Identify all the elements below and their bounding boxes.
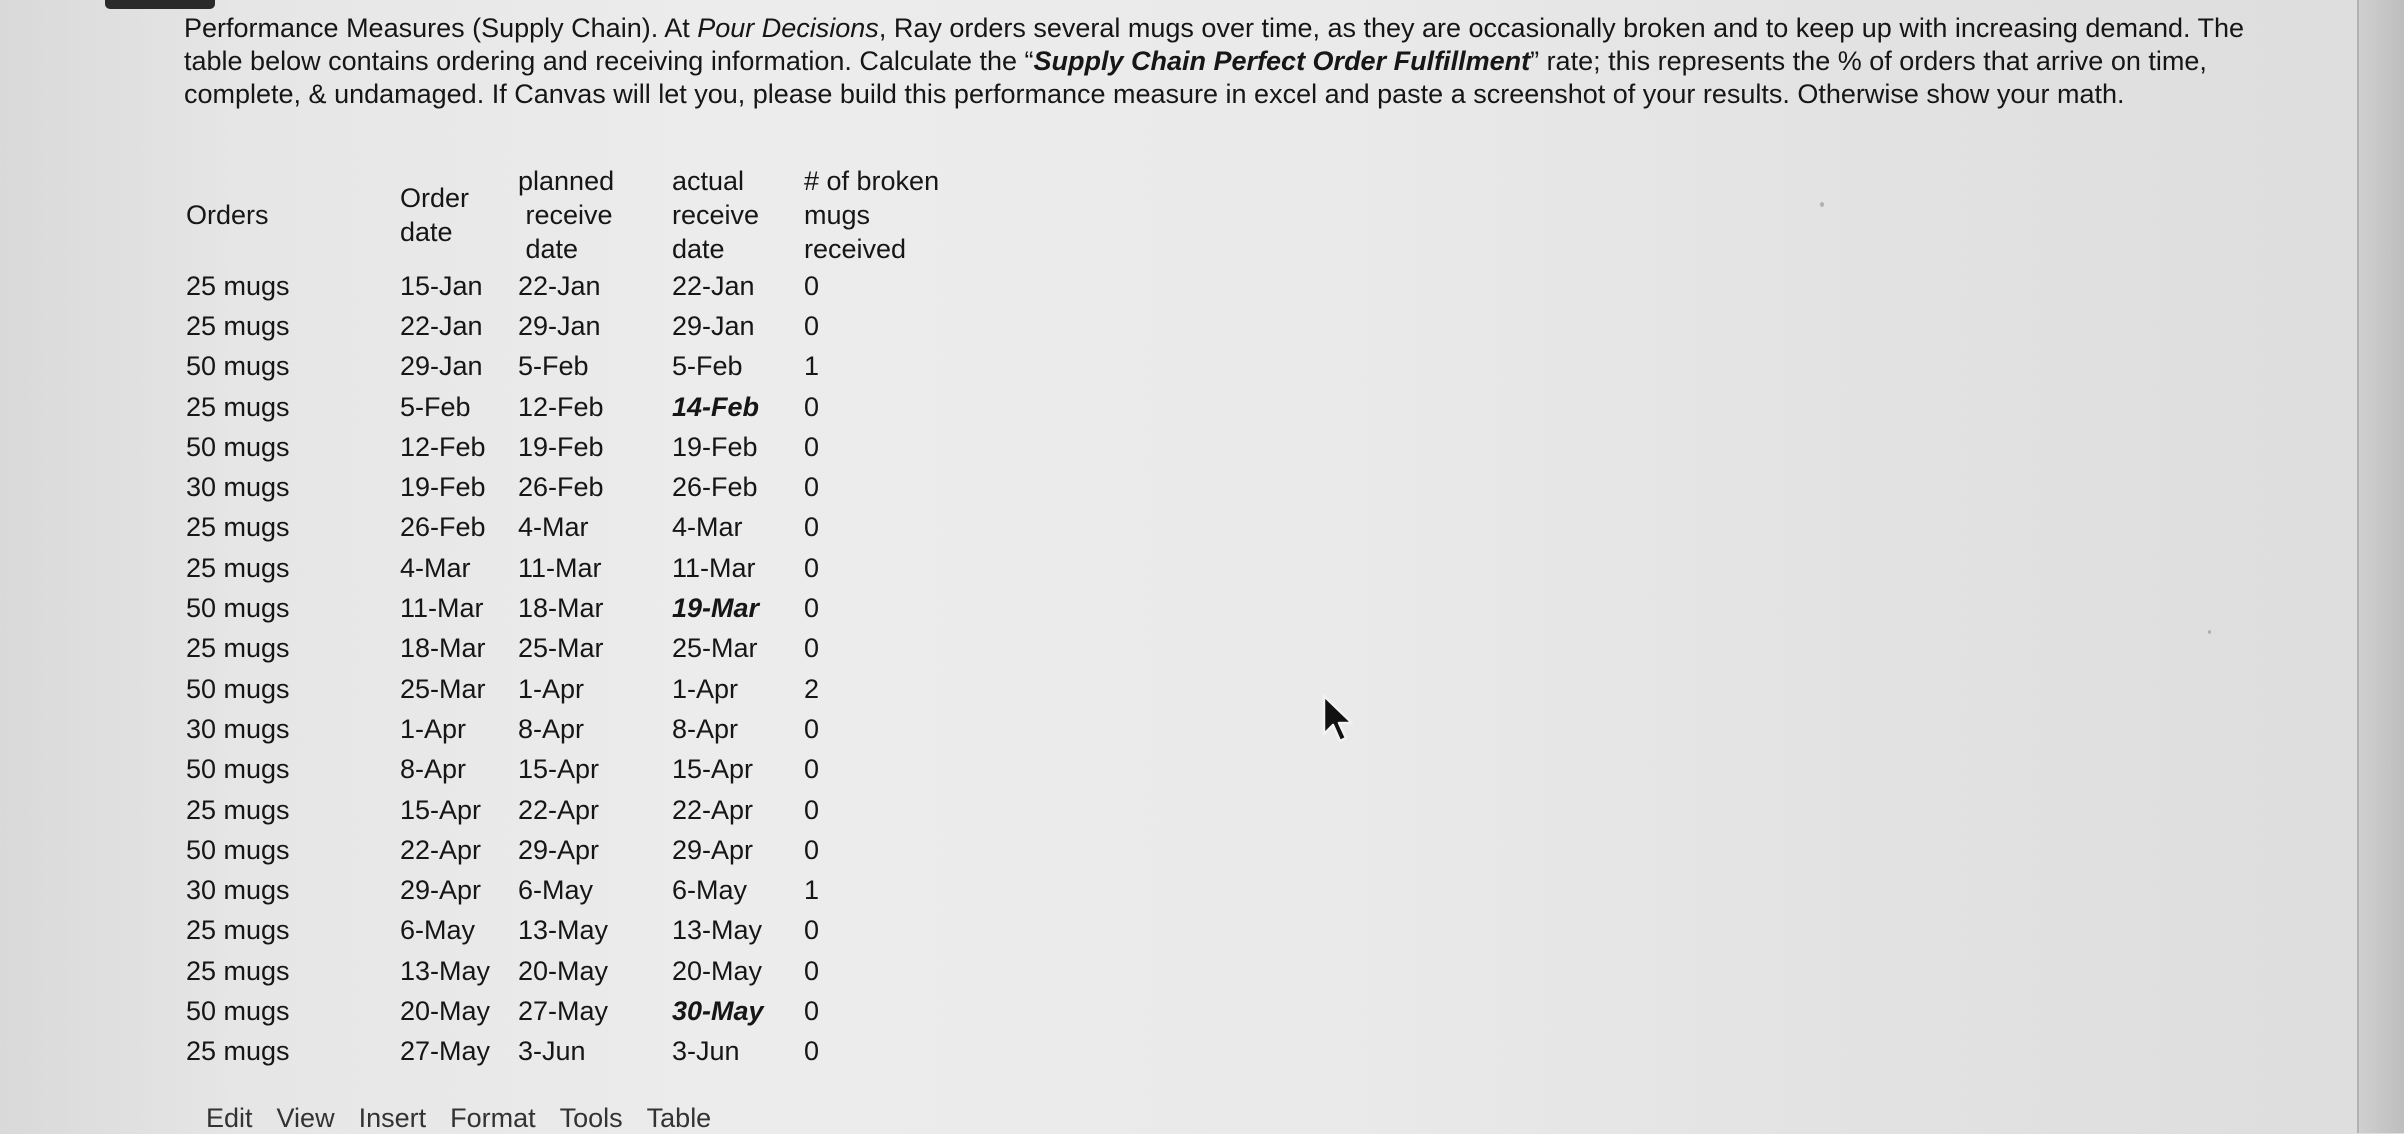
cell-order-date: 4-Mar (400, 552, 471, 583)
cell-planned-receive-date: 15-Apr (518, 754, 600, 785)
cell-order-date: 8-Apr (400, 754, 467, 785)
cell-broken-mugs: 0 (804, 1036, 820, 1067)
header-actual-receive-date: actual receive date (672, 166, 760, 264)
cell-broken-mugs: 0 (804, 995, 820, 1026)
cell-broken-mugs: 0 (804, 794, 820, 825)
cell-broken-mugs: 0 (804, 593, 820, 624)
cell-planned-receive-date: 11-Mar (518, 552, 602, 583)
cell-orders: 25 mugs (186, 633, 290, 664)
cell-broken-mugs: 0 (804, 310, 820, 341)
cell-orders: 25 mugs (186, 794, 290, 825)
cell-orders: 25 mugs (186, 310, 290, 341)
cell-order-date: 5-Feb (400, 391, 471, 422)
cell-orders: 25 mugs (186, 955, 290, 986)
cell-order-date: 1-Apr (400, 713, 467, 744)
cell-broken-mugs: 2 (804, 673, 820, 704)
cell-actual-receive-date: 3-Jun (672, 1036, 740, 1067)
cell-order-date: 29-Jan (400, 351, 483, 382)
menu-view[interactable]: View (276, 1103, 335, 1133)
cell-actual-receive-date: 11-Mar (672, 552, 756, 583)
cell-actual-receive-date: 15-Apr (672, 754, 754, 785)
cell-planned-receive-date: 27-May (518, 995, 609, 1026)
header-orders: Orders (186, 200, 269, 230)
cell-planned-receive-date: 19-Feb (518, 431, 604, 462)
cell-planned-receive-date: 8-Apr (518, 713, 585, 744)
table-row (186, 306, 964, 346)
table-row (186, 387, 964, 427)
cell-planned-receive-date: 3-Jun (518, 1036, 586, 1067)
cell-broken-mugs: 0 (804, 955, 820, 986)
cell-orders: 50 mugs (186, 431, 290, 462)
table-row (186, 508, 964, 548)
cell-actual-receive-date: 6-May (672, 875, 748, 906)
cell-orders: 25 mugs (186, 552, 290, 583)
cell-planned-receive-date: 1-Apr (518, 673, 585, 704)
dust-speck (1820, 202, 1824, 207)
cell-planned-receive-date: 6-May (518, 875, 594, 906)
cell-actual-receive-date: 22-Apr (672, 794, 754, 825)
table-header-row (186, 164, 964, 266)
cell-order-date: 29-Apr (400, 875, 482, 906)
table-row (186, 830, 964, 870)
table-row (186, 911, 964, 951)
cell-order-date: 22-Jan (400, 310, 483, 341)
cell-planned-receive-date: 5-Feb (518, 351, 589, 382)
question-part-1: Performance Measures (Supply Chain). At (184, 13, 698, 43)
cell-order-date: 27-May (400, 1036, 491, 1067)
cell-order-date: 6-May (400, 915, 476, 946)
cell-actual-receive-date: 1-Apr (672, 673, 739, 704)
cell-planned-receive-date: 18-Mar (518, 593, 604, 624)
table-row (186, 629, 964, 669)
cell-broken-mugs: 0 (804, 472, 820, 503)
cell-order-date: 18-Mar (400, 633, 486, 664)
table-row (186, 467, 964, 507)
cell-actual-receive-date: 20-May (672, 955, 763, 986)
cell-broken-mugs: 0 (804, 270, 820, 301)
cell-orders: 25 mugs (186, 915, 290, 946)
screen-edge (2357, 0, 2404, 1133)
cell-order-date: 15-Apr (400, 794, 482, 825)
dust-speck (2208, 630, 2211, 634)
cell-broken-mugs: 1 (804, 875, 820, 906)
top-bezel-fragment (105, 0, 215, 9)
cell-broken-mugs: 0 (804, 633, 820, 664)
menu-insert[interactable]: Insert (358, 1103, 427, 1133)
cell-broken-mugs: 0 (804, 391, 820, 422)
table-row (186, 870, 964, 910)
cell-actual-receive-date: 29-Jan (672, 310, 755, 341)
cell-order-date: 25-Mar (400, 673, 486, 704)
cell-order-date: 11-Mar (400, 593, 484, 624)
header-broken-mugs: # of broken mugs received (804, 166, 940, 264)
question-text (184, 12, 2294, 111)
cell-orders: 25 mugs (186, 1036, 290, 1067)
cell-orders: 25 mugs (186, 512, 290, 543)
table-row (186, 951, 964, 991)
cell-order-date: 19-Feb (400, 472, 486, 503)
cell-planned-receive-date: 13-May (518, 915, 609, 946)
cell-broken-mugs: 0 (804, 834, 820, 865)
table-row (186, 790, 964, 830)
cell-actual-receive-date: 29-Apr (672, 834, 754, 865)
cell-order-date: 13-May (400, 955, 491, 986)
cell-actual-receive-date: 8-Apr (672, 713, 739, 744)
cell-broken-mugs: 0 (804, 552, 820, 583)
cell-broken-mugs: 0 (804, 754, 820, 785)
table-row (186, 1032, 964, 1072)
cell-orders: 50 mugs (186, 673, 290, 704)
table-row (186, 347, 964, 387)
cell-planned-receive-date: 26-Feb (518, 472, 604, 503)
cell-planned-receive-date: 22-Jan (518, 270, 601, 301)
question-part-2: , Ray orders several mugs over time, as they are occasionally broken and to keep up with increasing demand. The table below contains ordering and receiving information. Calculate the “ (184, 13, 2245, 76)
table-row (186, 750, 964, 790)
cell-actual-receive-date: 19-Mar (672, 593, 760, 624)
cell-broken-mugs: 0 (804, 915, 820, 946)
cell-actual-receive-date: 25-Mar (672, 633, 758, 664)
cell-planned-receive-date: 22-Apr (518, 794, 600, 825)
cell-planned-receive-date: 25-Mar (518, 633, 604, 664)
cell-actual-receive-date: 13-May (672, 915, 763, 946)
table-row (186, 588, 964, 628)
table-row (186, 991, 964, 1031)
menu-tools[interactable]: Tools (559, 1103, 623, 1133)
cell-order-date: 26-Feb (400, 512, 486, 543)
measure-name: Supply Chain Perfect Order Fulfillment (1033, 46, 1531, 76)
cell-actual-receive-date: 14-Feb (672, 391, 760, 422)
menu-table[interactable]: Table (646, 1103, 712, 1133)
cell-orders: 25 mugs (186, 391, 290, 422)
cell-actual-receive-date: 5-Feb (672, 351, 743, 382)
cell-orders: 30 mugs (186, 472, 290, 503)
cell-orders: 50 mugs (186, 593, 290, 624)
table-body (186, 266, 964, 1072)
header-order-date: Order date (400, 183, 470, 247)
table-row (186, 669, 964, 709)
editor-menubar (206, 1103, 711, 1134)
cell-broken-mugs: 0 (804, 431, 820, 462)
table-row (186, 548, 964, 588)
menu-format[interactable]: Format (450, 1103, 536, 1133)
cell-orders: 30 mugs (186, 875, 290, 906)
cell-orders: 50 mugs (186, 995, 290, 1026)
cell-actual-receive-date: 30-May (672, 995, 764, 1026)
cell-actual-receive-date: 22-Jan (672, 270, 755, 301)
cell-broken-mugs: 0 (804, 713, 820, 744)
cell-actual-receive-date: 19-Feb (672, 431, 758, 462)
cell-planned-receive-date: 29-Apr (518, 834, 600, 865)
cell-order-date: 20-May (400, 995, 491, 1026)
cell-planned-receive-date: 29-Jan (518, 310, 601, 341)
company-name: Pour Decisions (697, 13, 879, 43)
cell-orders: 30 mugs (186, 713, 290, 744)
cell-planned-receive-date: 4-Mar (518, 512, 589, 543)
cell-order-date: 15-Jan (400, 270, 483, 301)
cell-actual-receive-date: 26-Feb (672, 472, 758, 503)
orders-table (186, 164, 964, 1072)
menu-edit[interactable]: Edit (206, 1103, 253, 1133)
header-planned-receive-date: planned receive date (518, 166, 615, 264)
cell-order-date: 12-Feb (400, 431, 486, 462)
table-row (186, 709, 964, 749)
cell-order-date: 22-Apr (400, 834, 482, 865)
cell-broken-mugs: 1 (804, 351, 820, 382)
cell-orders: 50 mugs (186, 351, 290, 382)
cell-actual-receive-date: 4-Mar (672, 512, 743, 543)
table-row (186, 427, 964, 467)
cell-orders: 50 mugs (186, 834, 290, 865)
cell-planned-receive-date: 12-Feb (518, 391, 604, 422)
cell-orders: 25 mugs (186, 270, 290, 301)
cell-broken-mugs: 0 (804, 512, 820, 543)
cell-orders: 50 mugs (186, 754, 290, 785)
question-part-3: ” rate; this represents the % of orders that arrive on time, complete, & undamaged. If Canvas will let you, please build this performance measure in excel and paste a screenshot of your results. Otherwise show your math. (184, 46, 2207, 109)
cell-planned-receive-date: 20-May (518, 955, 609, 986)
table-row (186, 266, 964, 306)
mouse-pointer-icon (1322, 694, 1366, 750)
